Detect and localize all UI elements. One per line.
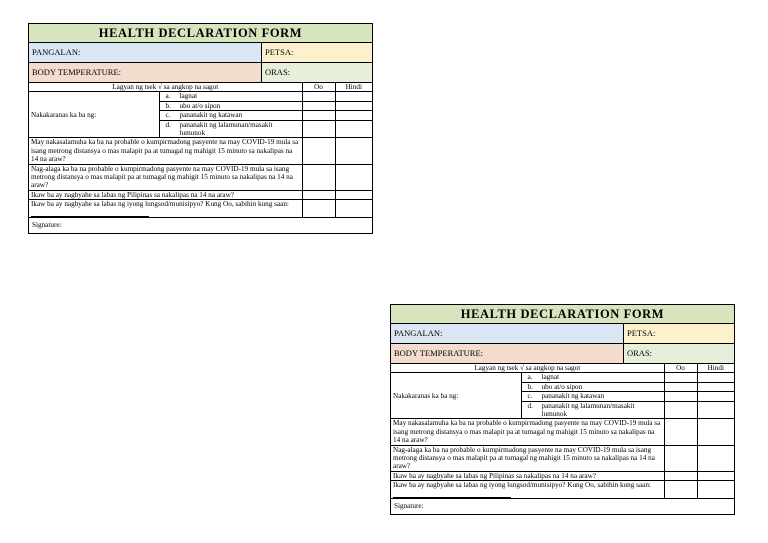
symptom-question: Nakakaranas ka ba ng: — [29, 92, 159, 138]
form-title: HEALTH DECLARATION FORM — [29, 24, 372, 43]
col-oo-header: Oo — [664, 364, 697, 373]
oo-checkbox[interactable] — [664, 445, 697, 471]
symptom-item: c. pananakit ng katawan — [521, 392, 664, 401]
oo-checkbox[interactable] — [664, 382, 697, 391]
hindi-checkbox[interactable] — [697, 481, 734, 499]
body-temperature-field[interactable]: BODY TEMPERATURE: — [391, 344, 624, 363]
hindi-checkbox[interactable] — [697, 392, 734, 401]
questions-table — [29, 83, 372, 218]
name-row — [391, 324, 734, 344]
col-hindi-header: Hindi — [335, 83, 372, 92]
oo-checkbox[interactable] — [302, 200, 335, 218]
travel-location-line[interactable] — [393, 490, 511, 498]
hindi-checkbox[interactable] — [335, 164, 372, 190]
travel-location-line[interactable] — [31, 209, 149, 217]
symptom-item: b. ubo at/o sipon — [521, 382, 664, 391]
symptom-question: Nakakaranas ka ba ng: — [391, 373, 521, 419]
oras-field[interactable]: ORAS: — [624, 344, 734, 363]
oo-checkbox[interactable] — [302, 92, 335, 101]
pangalan-field[interactable]: PANGALAN: — [29, 43, 262, 62]
symptom-item: b. ubo at/o sipon — [159, 101, 302, 110]
signature-field[interactable]: Signature: — [394, 502, 424, 511]
hindi-checkbox[interactable] — [697, 471, 734, 480]
symptom-item: d. pananakit ng lalamunan/masakit lumunok — [521, 401, 664, 419]
symptom-item: a. lagnat — [521, 373, 664, 382]
symptom-item: d. pananakit ng lalamunan/masakit lumunok — [159, 120, 302, 138]
symptom-item: a. lagnat — [159, 92, 302, 101]
oo-checkbox[interactable] — [664, 373, 697, 382]
hindi-checkbox[interactable] — [697, 373, 734, 382]
oo-checkbox[interactable] — [302, 111, 335, 120]
name-row — [29, 43, 372, 63]
question-care: Nag-alaga ka ba na probable o kumpirmadong pasyente na may COVID-19 mula sa isang metrong distansya o mas malapit pa at tumagal ng mahigit 15 minuto sa nakalipas na 14 na araw? — [29, 164, 302, 190]
questions-table — [391, 364, 734, 499]
oras-field[interactable]: ORAS: — [262, 63, 372, 82]
oo-checkbox[interactable] — [664, 481, 697, 499]
question-care: Nag-alaga ka ba na probable o kumpirmadong pasyente na may COVID-19 mula sa isang metrong distansya o mas malapit pa at tumagal ng mahigit 15 minuto sa nakalipas na 14 na araw? — [391, 445, 664, 471]
oo-checkbox[interactable] — [664, 392, 697, 401]
temperature-row — [391, 344, 734, 364]
hindi-checkbox[interactable] — [335, 101, 372, 110]
hindi-checkbox[interactable] — [697, 401, 734, 419]
oo-checkbox[interactable] — [302, 138, 335, 164]
hindi-checkbox[interactable] — [335, 138, 372, 164]
hindi-checkbox[interactable] — [335, 200, 372, 218]
instruction-text: Lagyan ng tsek √ sa angkop na sagot — [391, 364, 664, 373]
health-declaration-form-2 — [390, 304, 735, 515]
oo-checkbox[interactable] — [664, 471, 697, 480]
instruction-text: Lagyan ng tsek √ sa angkop na sagot — [29, 83, 302, 92]
hindi-checkbox[interactable] — [697, 445, 734, 471]
oo-checkbox[interactable] — [302, 120, 335, 138]
oo-checkbox[interactable] — [302, 164, 335, 190]
form-title: HEALTH DECLARATION FORM — [391, 305, 734, 324]
question-abroad: Ikaw ba ay nagbyahe sa labas ng Pilipinas sa nakalipas na 14 na araw? — [29, 190, 302, 199]
temperature-row — [29, 63, 372, 83]
question-abroad: Ikaw ba ay nagbyahe sa labas ng Pilipinas sa nakalipas na 14 na araw? — [391, 471, 664, 480]
hindi-checkbox[interactable] — [697, 382, 734, 391]
oo-checkbox[interactable] — [664, 419, 697, 445]
oo-checkbox[interactable] — [302, 101, 335, 110]
col-hindi-header: Hindi — [697, 364, 734, 373]
hindi-checkbox[interactable] — [335, 92, 372, 101]
hindi-checkbox[interactable] — [335, 111, 372, 120]
oo-checkbox[interactable] — [664, 401, 697, 419]
question-contact: May nakasalamuha ka ba na probable o kumpirmadong pasyente na may COVID-19 mula sa isang metrong distansya o mas malapit pa at tumagal ng mahigit 15 minuto sa nakalipas na 14 na araw? — [29, 138, 302, 164]
body-temperature-field[interactable]: BODY TEMPERATURE: — [29, 63, 262, 82]
signature-field[interactable]: Signature: — [32, 221, 62, 230]
pangalan-field[interactable]: PANGALAN: — [391, 324, 624, 343]
hindi-checkbox[interactable] — [335, 190, 372, 199]
petsa-field[interactable]: PETSA: — [624, 324, 734, 343]
hindi-checkbox[interactable] — [335, 120, 372, 138]
question-local-travel: Ikaw ba ay nagbyahe sa labas ng iyong lungsod/munisipyo? Kung Oo, sabihin kung saan: — [391, 481, 664, 499]
petsa-field[interactable]: PETSA: — [262, 43, 372, 62]
question-local-travel: Ikaw ba ay nagbyahe sa labas ng iyong lungsod/munisipyo? Kung Oo, sabihin kung saan: — [29, 200, 302, 218]
hindi-checkbox[interactable] — [697, 419, 734, 445]
oo-checkbox[interactable] — [302, 190, 335, 199]
question-contact: May nakasalamuha ka ba na probable o kumpirmadong pasyente na may COVID-19 mula sa isang metrong distansya o mas malapit pa at tumagal ng mahigit 15 minuto sa nakalipas na 14 na araw? — [391, 419, 664, 445]
col-oo-header: Oo — [302, 83, 335, 92]
symptom-item: c. pananakit ng katawan — [159, 111, 302, 120]
health-declaration-form-1 — [28, 23, 373, 234]
